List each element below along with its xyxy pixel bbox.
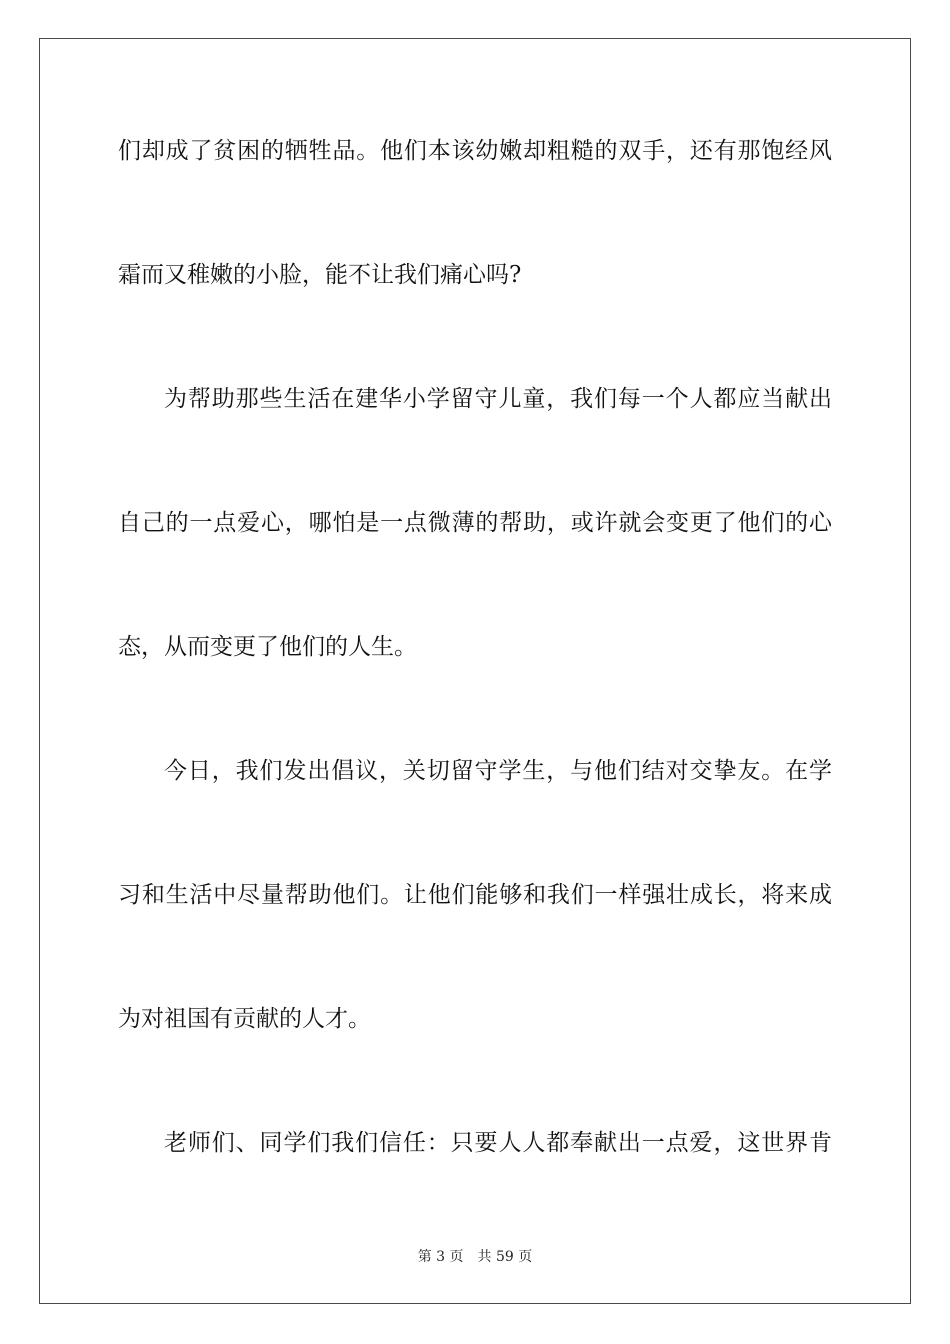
body-text-line: 霜而又稚嫩的小脸，能不让我们痛心吗? (118, 262, 522, 288)
body-text-line: 习和生活中尽量帮助他们。让他们能够和我们一样强壮成长，将来成 (118, 882, 832, 908)
total-pages: 共 59 页 (477, 1249, 533, 1265)
body-text-line: 今日，我们发出倡议，关切留守学生，与他们结对交挚友。在学 (164, 758, 832, 784)
body-text-line: 为帮助那些生活在建华小学留守儿童，我们每一个人都应当献出 (164, 386, 832, 412)
page-number: 第 3 页 (417, 1249, 464, 1265)
body-text-line: 老师们、同学们我们信任：只要人人都奉献出一点爱，这世界肯 (164, 1130, 832, 1156)
body-text-line: 态，从而变更了他们的人生。 (118, 634, 417, 660)
body-text-line: 自己的一点爱心，哪怕是一点微薄的帮助，或许就会变更了他们的心 (118, 510, 832, 536)
page-footer (0, 1247, 950, 1267)
page-frame (39, 38, 911, 1304)
body-text-line: 们却成了贫困的牺牲品。他们本该幼嫩却粗糙的双手，还有那饱经风 (118, 138, 832, 164)
body-text-line: 为对祖国有贡献的人才。 (118, 1006, 371, 1032)
